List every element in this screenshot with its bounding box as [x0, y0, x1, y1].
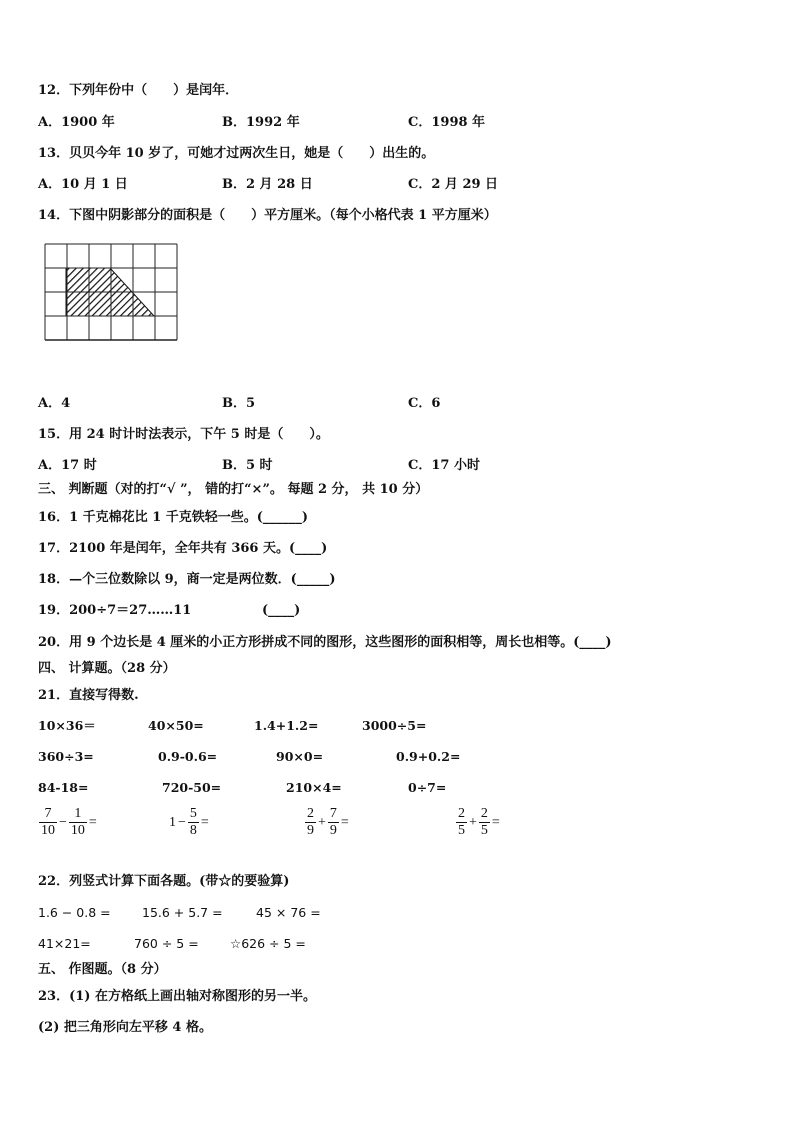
q15-stem: 15．用 24 时计时法表示，下午 5 时是（ ）。 [38, 427, 329, 442]
q12-stem: 12．下列年份中（ ）是闰年． [38, 83, 239, 98]
grid-lines [45, 244, 177, 340]
q21-fraction-item: 1 − $\frac{5}{8}$ = [169, 806, 209, 838]
q22-stem: 22．列竖式计算下面各题。(带☆的要验算) [38, 874, 290, 889]
q21-fraction-item: 2 9 + $\frac{7}{9}$ = [307, 806, 349, 838]
q23-part2: (2) 把三角形向左平移 4 格。 [38, 1020, 212, 1035]
q13-stem: 13．贝贝今年 10 岁了，可她才过两次生日，她是（ ）出生的。 [38, 146, 435, 161]
q21-item: 10×36＝ [38, 718, 96, 733]
q14-option-c: C．6 [408, 396, 441, 411]
q21-stem: 21．直接写得数. [38, 688, 139, 703]
q15-option-c: C．17 小时 [408, 458, 480, 473]
section5-heading: 五、 作图题。（8 分） [38, 962, 167, 977]
q22-item: 15.6 + 5.7 = [142, 905, 223, 920]
q14-stem: 14．下图中阴影部分的面积是（ ）平方厘米。（每个小格代表 1 平方厘米） [38, 208, 497, 223]
q21-item: 210×4= [286, 780, 342, 795]
q21-item: 360÷3= [38, 749, 94, 764]
q19-statement: 19．200÷7＝27……11 [38, 603, 192, 618]
q23-part1: 23．(1) 在方格纸上画出轴对称图形的另一半。 [38, 989, 316, 1004]
q22-item: ☆626 ÷ 5 = [230, 936, 306, 951]
q15-option-a: A．17 时 [38, 458, 97, 473]
section3-heading: 三、 判断题（对的打“√ ”， 错的打“×”。 每题 2 分， 共 10 分） [38, 482, 429, 497]
q16-statement: 16．1 千克棉花比 1 千克铁轻一些。(______) [38, 510, 309, 525]
section4-heading: 四、 计算题。（28 分） [38, 661, 176, 676]
q12-option-a: A．1900 年 [38, 115, 115, 130]
q18-statement: 18．—个三位数除以 9，商一定是两位数．(_____) [38, 572, 336, 587]
q17-statement: 17．2100 年是闰年，全年共有 366 天。(____) [38, 541, 328, 556]
q14-option-b: B．5 [222, 396, 256, 411]
q21-item: 84-18= [38, 780, 89, 795]
q13-option-b: B．2 月 28 日 [222, 177, 313, 192]
q22-item: 45 × 76 = [256, 905, 321, 920]
q15-option-b: B．5 时 [222, 458, 273, 473]
q22-item: 760 ÷ 5 = [134, 936, 199, 951]
q21-item: 1.4+1.2= [254, 718, 319, 733]
q22-item: 1.6 − 0.8 = [38, 905, 111, 920]
q20-statement: 20．用 9 个边长是 4 厘米的小正方形拼成不同的图形，这些图形的面积相等，周长也相等。(____) [38, 635, 612, 650]
q21-item: 90×0= [276, 749, 324, 764]
q21-item: 40×50= [148, 718, 204, 733]
q21-item: 0÷7= [408, 780, 447, 795]
q21-fraction-item: 2 5 + $\frac{2}{5}$ = [458, 806, 500, 838]
q12-option-c: C．1998 年 [408, 115, 486, 130]
q21-item: 0.9-0.6= [158, 749, 218, 764]
q21-item: 720-50= [162, 780, 222, 795]
q21-fraction-item: 7 10 − $\frac{1}{10}$ = [41, 806, 97, 838]
q13-option-c: C．2 月 29 日 [408, 177, 499, 192]
q21-item: 3000÷5= [362, 718, 427, 733]
q21-item: 0.9+0.2= [396, 749, 461, 764]
q13-option-a: A．10 月 1 日 [38, 177, 128, 192]
q19-blank: (____) [262, 603, 301, 618]
q22-item: 41×21= [38, 936, 91, 951]
area-grid-figure [44, 243, 180, 343]
q12-option-b: B．1992 年 [222, 115, 300, 130]
q14-option-a: A．4 [38, 396, 71, 411]
